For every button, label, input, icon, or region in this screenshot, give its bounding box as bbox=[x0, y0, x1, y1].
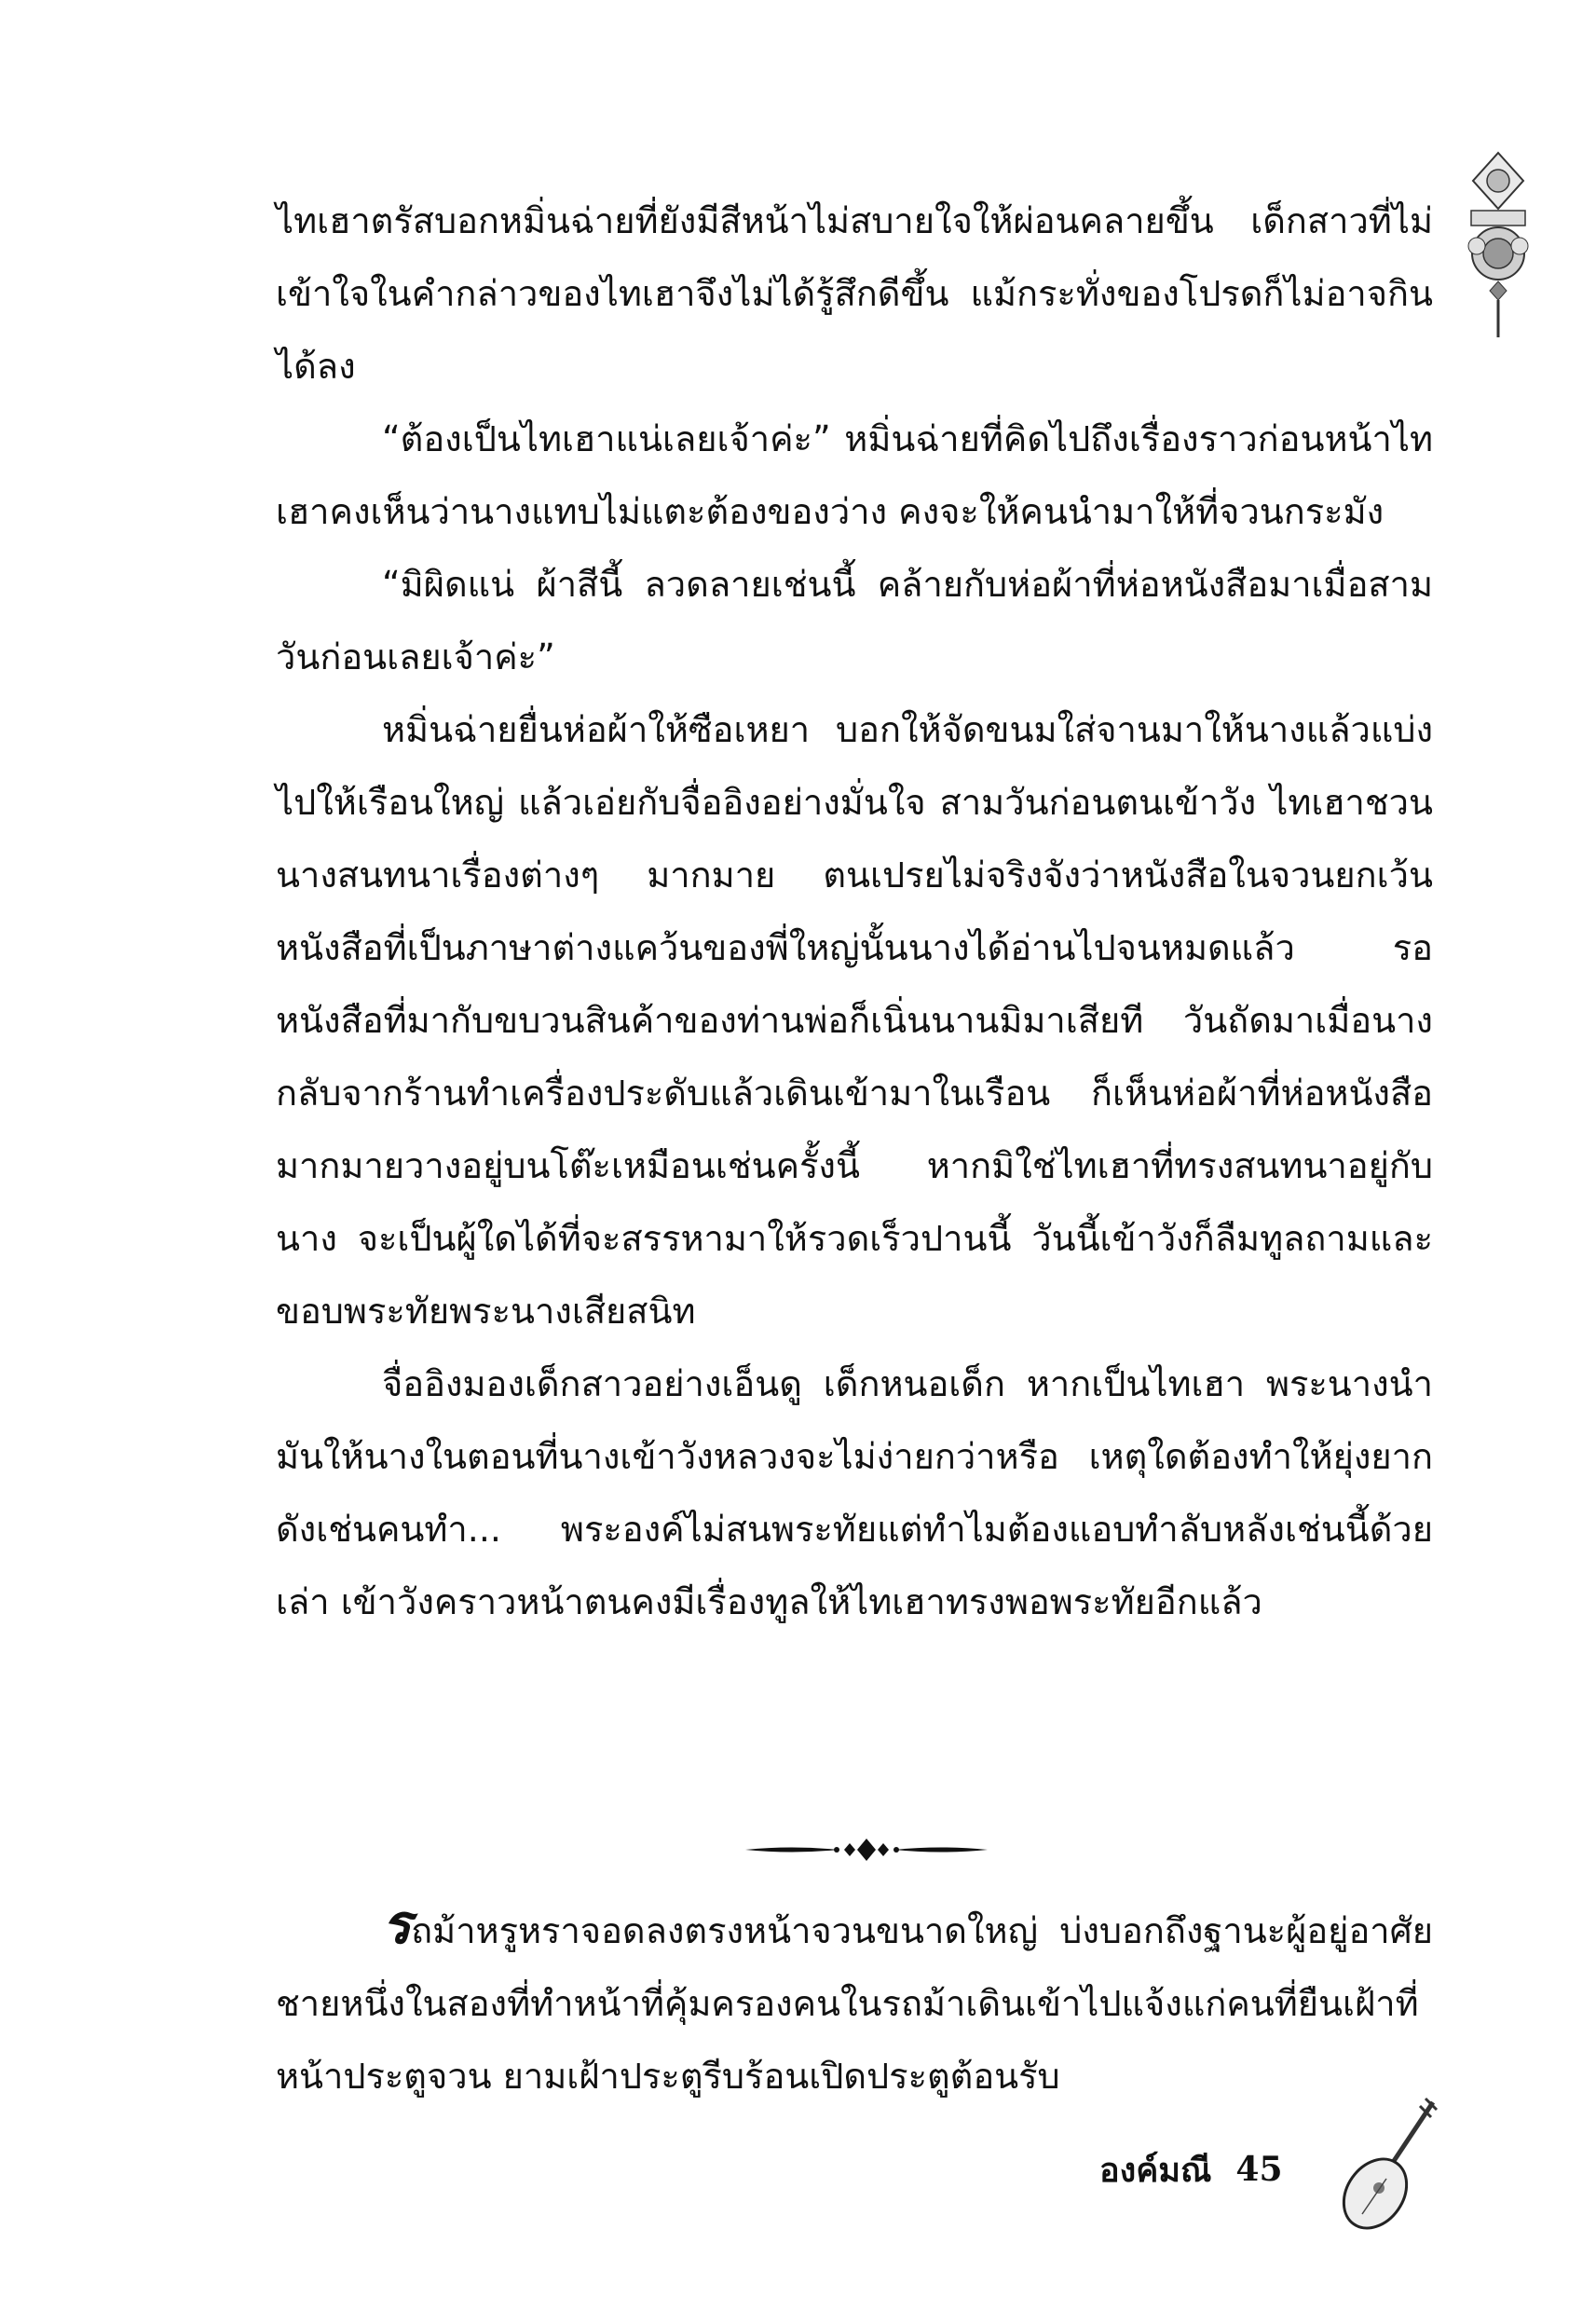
lute-icon bbox=[1340, 2097, 1442, 2236]
section-text bbox=[276, 1894, 1433, 2113]
paragraph: จื่ออิงมองเด็กสาวอย่างเอ็นดู เด็กหนอเด็ก หากเป็นไทเฮา พระนางนำมันให้นางในตอนที่นางเข้าวังหลวงจะไม่ง่ายกว่าหรือ เหตุใดต้องทำให้ยุ่งยาก ดังเช่นคนทำ... พระองค์ไม่สนพระทัยแต่ทำไมต้องแอบทำลับหลังเช่นนี้ด้วยเล่า เข้าวังคราวหน้าตนคงมีเรื่องทูลให้ไทเฮาทรงพอพระทัยอีกแล้ว bbox=[276, 1363, 1433, 1622]
paragraph: หมิ่นฉ่ายยื่นห่อผ้าให้ซือเหยา บอกให้จัดขนมใส่จานมาให้นางแล้วแบ่งไปให้เรือนใหญ่ แล้วเอ่ยกับจื่ออิงอย่างมั่นใจ สามวันก่อนตนเข้าวัง ไทเฮาชวนนางสนทนาเรื่องต่างๆ มากมาย ตนเปรยไม่จริงจังว่าหนังสือในจวนยกเว้นหนังสือที่เป็นภาษาต่างแคว้นของพี่ใหญ่นั้นนางได้อ่านไปจนหมดแล้ว รอหนังสือที่มากับขบวนสินค้าของท่านพ่อก็เนิ่นนานมิมาเสียที วันถัดมาเมื่อนางกลับจากร้านทำเครื่องประดับแล้วเดินเข้ามาในเรือน ก็เห็นห่อผ้าที่ห่อหนังสือมากมายวางอยู่บนโต๊ะเหมือนเช่นครั้งนี้ หากมิใช่ไทเฮาที่ทรงสนทนาอยู่กับนาง จะเป็นผู้ใดได้ที่จะสรรหามาให้รวดเร็วปานนี้ วันนี้เข้าวังก็ลืมทูลถามและขอบพระทัยพระนางเสียสนิท bbox=[276, 709, 1433, 1332]
paragraph: ไทเฮาตรัสบอกหมิ่นฉ่ายที่ยังมีสีหน้าไม่สบายใจให้ผ่อนคลายขึ้น เด็กสาวที่ไม่เข้าใจในคำกล่าวของไทเฮาจึงไม่ได้รู้สึกดีขึ้น แม้กระทั่งของโปรดก็ไม่อาจกินได้ลง bbox=[276, 200, 1433, 387]
body-text bbox=[276, 185, 1433, 1638]
drop-cap: ร bbox=[382, 1893, 412, 1956]
paragraph bbox=[276, 1894, 1433, 2113]
book-title: องค์มณี bbox=[1099, 2150, 1212, 2190]
page-footer bbox=[1099, 2141, 1283, 2197]
section-body: ถม้าหรูหราจอดลงตรงหน้าจวนขนาดใหญ่ บ่งบอกถึงฐานะผู้อยู่อาศัย ชายหนึ่งในสองที่ทำหน้าที่คุ้มครองคนในรถม้าเดินเข้าไปแจ้งแก่คนที่ยืนเฝ้าที่หน้าประตูจวน ยามเฝ้าประตูรีบร้อนเปิดประตูต้อนรับ bbox=[276, 1910, 1433, 2097]
ornament-icon bbox=[1458, 149, 1538, 345]
divider-ornament-icon bbox=[736, 1836, 997, 1864]
paragraph: “มิผิดแน่ ผ้าสีนี้ ลวดลายเช่นนี้ คล้ายกับห่อผ้าที่ห่อหนังสือมาเมื่อสามวันก่อนเลยเจ้าค่ะ” bbox=[276, 564, 1433, 677]
page-number: 45 bbox=[1235, 2150, 1283, 2189]
paragraph: “ต้องเป็นไทเฮาแน่เลยเจ้าค่ะ” หมิ่นฉ่ายที่คิดไปถึงเรื่องราวก่อนหน้าไทเฮาคงเห็นว่านางแทบไม่แตะต้องของว่าง คงจะให้คนนำมาให้ที่จวนกระมัง bbox=[276, 418, 1433, 532]
